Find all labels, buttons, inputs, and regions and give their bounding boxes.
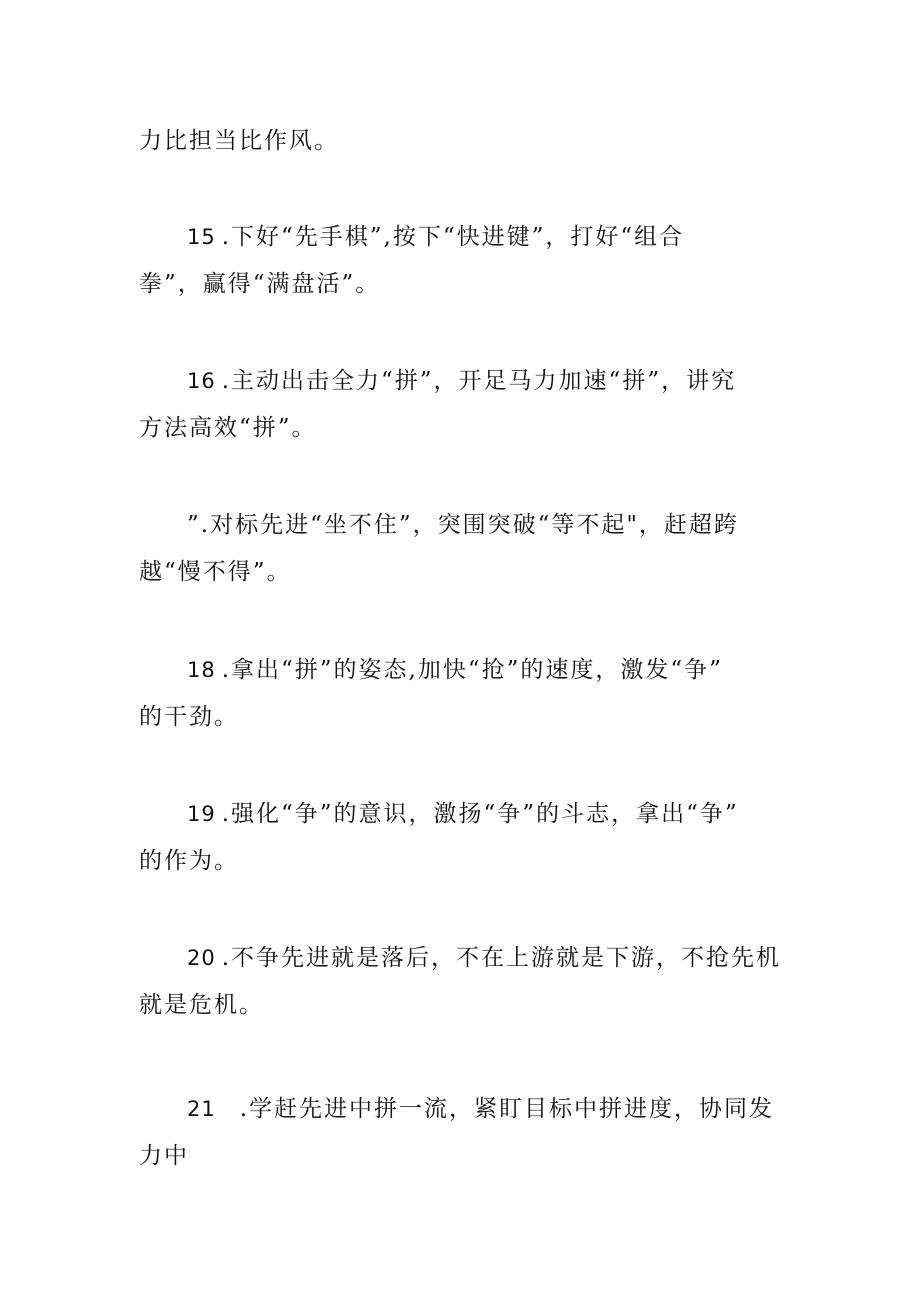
item-text: .强化“争”的意识，激扬“争”的斗志，拿出“争” bbox=[221, 801, 739, 827]
item-text: .学赶先进中拼一流，紧盯目标中拼进度，协同发 bbox=[239, 1096, 775, 1122]
list-item-19-continuation bbox=[0, 841, 920, 881]
list-item-18 bbox=[0, 650, 920, 690]
item-text-continuation: 的作为。 bbox=[139, 848, 239, 874]
item-text: .下好“先手棋”,按下“快进键”，打好“组合 bbox=[221, 224, 685, 250]
item-text-continuation: 拳”，赢得“满盘活”。 bbox=[139, 271, 381, 297]
list-item-17 bbox=[0, 505, 920, 545]
list-item-20-continuation bbox=[0, 985, 920, 1025]
list-item-19 bbox=[0, 794, 920, 834]
item-number: 20 bbox=[187, 946, 216, 970]
item-text: .主动出击全力“拼”，开足马力加速“拼”，讲究 bbox=[221, 368, 737, 394]
list-item-16 bbox=[0, 361, 920, 401]
list-item-15-continuation bbox=[0, 264, 920, 304]
list-item-20 bbox=[0, 938, 920, 978]
item-number: 16 bbox=[187, 369, 216, 393]
item-text: .拿出“拼”的姿态,加快“抢”的速度，激发“争” bbox=[221, 657, 723, 683]
item-number: 18 bbox=[187, 658, 216, 682]
item-text-continuation: 的干劲。 bbox=[139, 704, 239, 730]
list-item-21-continuation bbox=[0, 1136, 920, 1176]
item-number: 15 bbox=[187, 225, 216, 249]
item-text: ”.对标先进“坐不住”，突围突破“等不起"，赶超跨 bbox=[187, 512, 739, 538]
paragraph-continuation bbox=[0, 121, 920, 161]
list-item-17-continuation bbox=[0, 552, 920, 592]
item-number: 19 bbox=[187, 802, 216, 826]
list-item-21 bbox=[0, 1089, 920, 1129]
item-number: 21 bbox=[187, 1097, 216, 1121]
item-text-continuation: 力中 bbox=[139, 1143, 189, 1169]
list-item-16-continuation bbox=[0, 408, 920, 448]
paragraph-text: 力比担当比作风。 bbox=[139, 128, 339, 154]
item-text-continuation: 方法高效“拼”。 bbox=[139, 415, 317, 441]
item-text-continuation: 越“慢不得”。 bbox=[139, 559, 292, 585]
list-item-15 bbox=[0, 217, 920, 257]
item-text-continuation: 就是危机。 bbox=[139, 992, 264, 1018]
item-text: .不争先进就是落后，不在上游就是下游，不抢先机 bbox=[221, 945, 782, 971]
list-item-18-continuation bbox=[0, 697, 920, 737]
